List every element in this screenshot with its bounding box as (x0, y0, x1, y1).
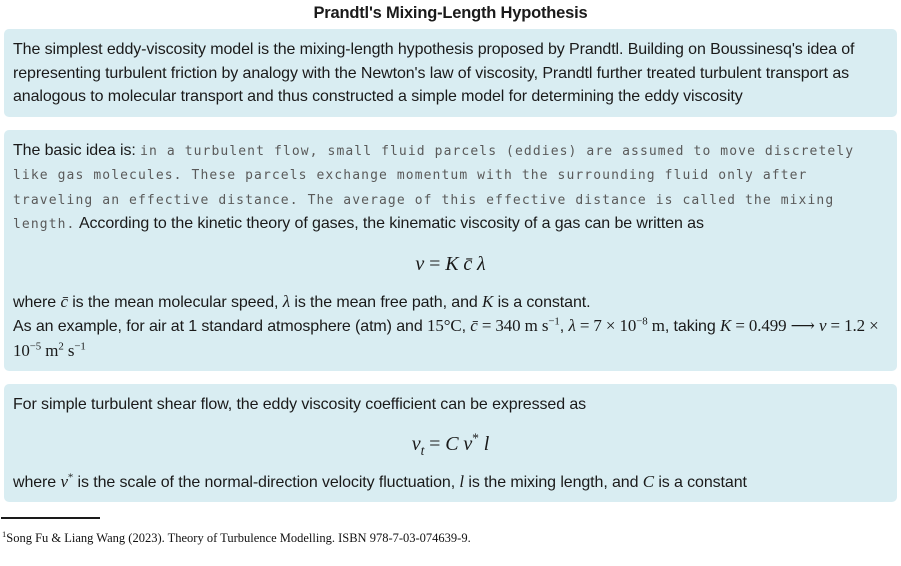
text-token: −1 (548, 315, 560, 328)
text-token: = 1.2 × 10 (13, 316, 879, 360)
intro-box (4, 29, 897, 117)
text-token: = 7 × 10 (575, 316, 637, 335)
air-example-paragraph (13, 314, 888, 363)
text-token: = (424, 432, 446, 455)
text-token: v (60, 471, 68, 491)
text-token: is the mean free path, and (290, 293, 483, 311)
basic-idea-paragraph (13, 139, 888, 237)
formula-legend-paragraph (13, 290, 888, 315)
kinematic-viscosity-formula (13, 251, 888, 277)
text-token: 2 (58, 340, 64, 353)
text-token: 15°C (426, 316, 462, 335)
text-token: As an example, for air at 1 standard atmosphere (atm) and (13, 318, 427, 335)
text-token: where (13, 473, 61, 491)
text-token: l (459, 471, 465, 491)
text-token: = 340 m s (477, 316, 549, 335)
text-token: is the mixing length, and (464, 473, 643, 491)
text-token: m (647, 316, 665, 335)
text-token: where (13, 293, 61, 311)
text-token: According to the kinetic theory of gases, the kinematic viscosity of a gas can be written as (75, 215, 704, 232)
slide-title: Prandtl's Mixing-Length Hypothesis (313, 4, 588, 22)
text-token: m (41, 340, 59, 360)
text-token: λ (568, 316, 576, 335)
text-token: , (461, 318, 471, 335)
text-token: c̄ (470, 316, 478, 335)
text-token: Song Fu & Liang Wang (2023). Theory of Turbulence Modelling. ISBN 978-7-03-074639-9. (6, 531, 471, 545)
text-token: K c̄ λ (445, 252, 486, 275)
text-token: 1 (2, 528, 7, 539)
text-token: is a constant (653, 473, 747, 491)
text-token: * (67, 471, 74, 484)
text-token: K (482, 291, 494, 311)
text-token: is the scale of the normal-direction velocity fluctuation, (73, 473, 460, 491)
text-token: = 0.499 ⟶ (731, 316, 819, 335)
text-token: is the mean molecular speed, (67, 293, 283, 311)
text-token: −1 (74, 340, 86, 353)
basic-idea-box (4, 130, 897, 372)
text-token: ν (415, 252, 425, 275)
text-token: s (63, 340, 75, 360)
footnote-citation (2, 528, 901, 546)
shear-flow-box (4, 384, 897, 502)
text-token: ν (411, 432, 421, 455)
text-token: −5 (29, 340, 42, 353)
text-token: ν (818, 316, 827, 335)
text-token: C v (445, 432, 473, 455)
text-token: λ (282, 291, 291, 311)
text-token: C (642, 471, 654, 491)
text-token: t (420, 442, 425, 458)
text-token: K (720, 316, 732, 335)
text-token: , taking (664, 318, 720, 335)
text-token: , (559, 318, 569, 335)
text-token: l (478, 432, 490, 455)
eddy-formula-legend-paragraph (13, 470, 888, 495)
text-token: * (472, 429, 479, 445)
text-token: c̄ (60, 291, 68, 311)
shear-flow-intro-paragraph: For simple turbulent shear flow, the eddy viscosity coefficient can be expressed as (13, 396, 587, 413)
text-token: = (424, 252, 446, 275)
footnote-separator (1, 517, 100, 519)
text-token: The basic idea is: (13, 141, 141, 159)
text-token: in a turbulent flow, small fluid parcels (eddies) are assumed to move discretely like gas molecules. These parcels exchange momentum with the surrounding fluid only after traveling an effective distance. The average of this effective distance is called the mixing length. (13, 143, 855, 232)
text-token: is a constant. (493, 293, 591, 311)
intro-paragraph: The simplest eddy-viscosity model is the mixing-length hypothesis proposed by Prandtl. Building on Boussinesq's idea of representing turbulent friction by analogy with the Newton's law of viscosity, Prandtl further treated turbulent transport as analogous to molecular transport and thus constructed a simple model for determining the eddy viscosity (13, 41, 855, 105)
text-token: −8 (636, 315, 648, 328)
eddy-viscosity-formula (13, 431, 888, 457)
